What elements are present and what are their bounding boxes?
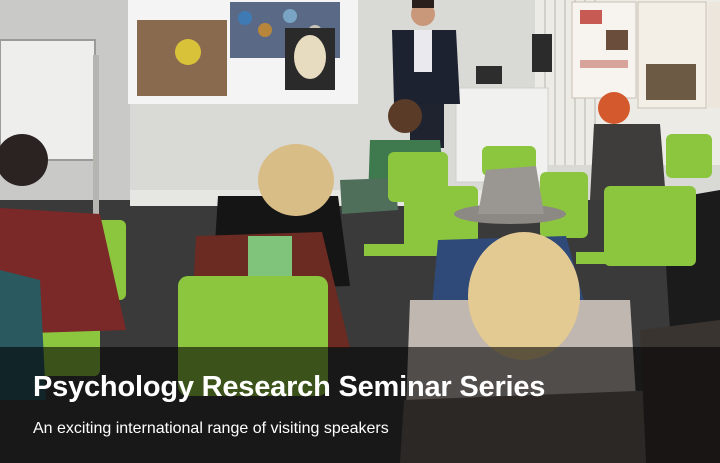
chair <box>540 172 588 238</box>
attendee-foreground-hair <box>468 232 580 360</box>
caption-overlay <box>0 347 720 463</box>
chair <box>666 134 712 178</box>
banner-title[interactable]: Psychology Research Seminar Series <box>33 371 546 403</box>
attendee-blonde-hair <box>258 144 334 216</box>
research-poster-3 <box>708 2 720 108</box>
laptop <box>476 66 502 84</box>
grey-hat-crown <box>478 166 544 214</box>
desk-monitor <box>532 34 552 72</box>
banner-subtitle: An exciting international range of visiting speakers <box>33 420 389 437</box>
whiteboard-stand <box>93 55 99 225</box>
slide-ornament <box>175 39 201 65</box>
